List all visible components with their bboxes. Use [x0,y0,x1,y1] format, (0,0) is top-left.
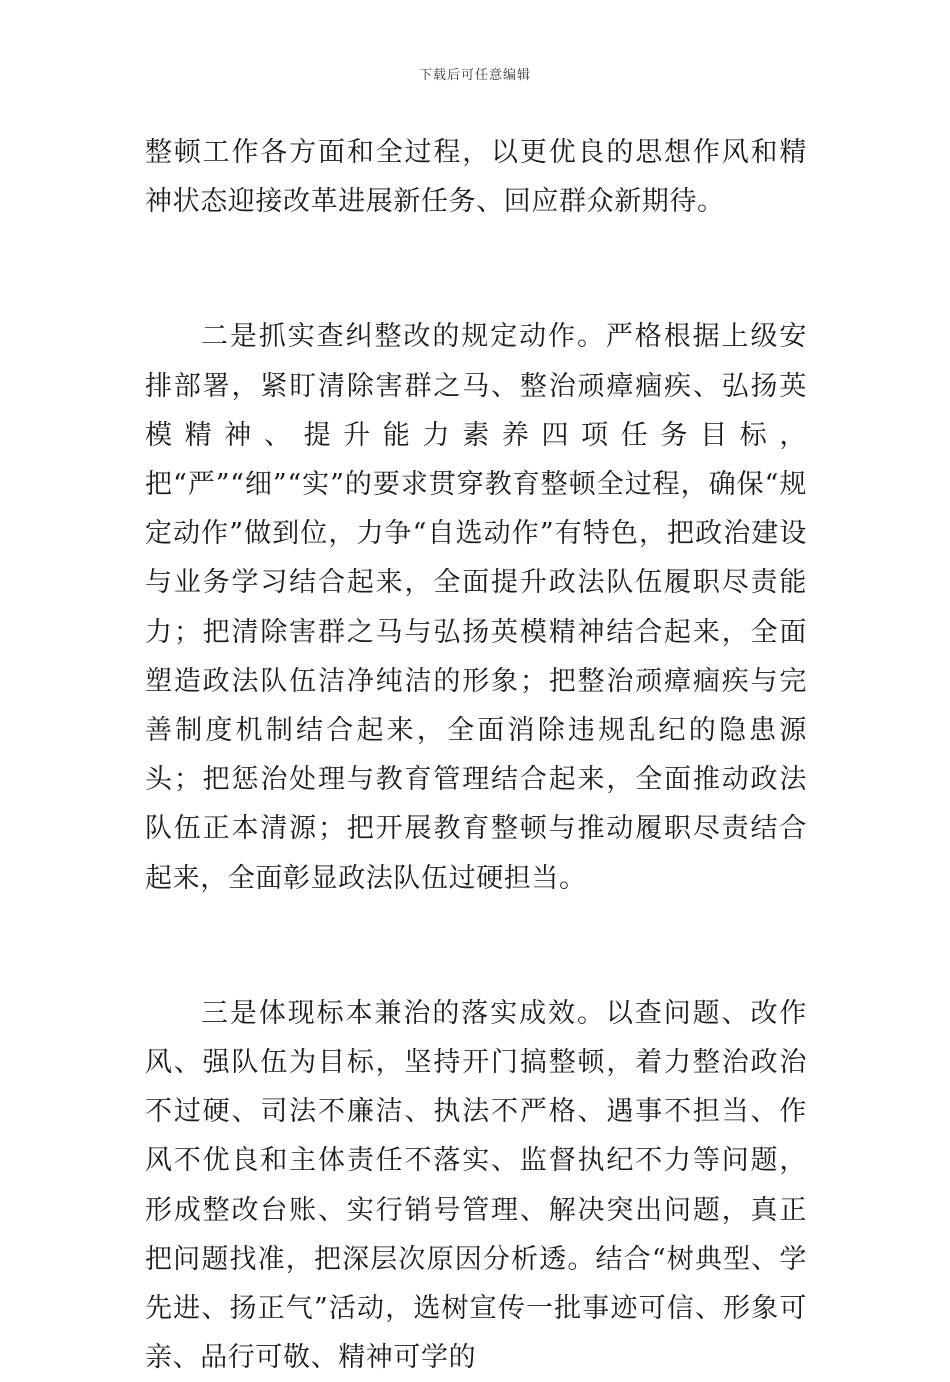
document-body [145,128,807,1382]
paragraph-continuation: 整顿工作各方面和全过程，以更优良的思想作风和精神状态迎接改革进展新任务、回应群众新期待。 [145,137,807,218]
page-header-note: 下载后可任意编辑 [418,68,531,83]
paragraph-point-two: 二是抓实查纠整改的规定动作。严格根据上级安排部署，紧盯清除害群之马、整治顽瘴痼疾、弘扬英模精神、提升能力素养四项任务目标，把“严”“细”“实”的要求贯穿教育整顿全过程，确保“规定动作”做到位，力争“自选动作”有特色，把政治建设与业务学习结合起来，全面提升政法队伍履职尽责能力；把清除害群之马与弘扬英模精神结合起来，全面塑造政法队伍洁净纯洁的形象；把整治顽瘴痼疾与完善制度机制结合起来，全面消除违规乱纪的隐患源头；把惩治处理与教育管理结合起来，全面推动政法队伍正本清源；把开展教育整顿与推动履职尽责结合起来，全面彰显政法队伍过硬担当。 [145,321,807,894]
paragraph-point-three: 三是体现标本兼治的落实成效。以查问题、改作风、强队伍为目标，坚持开门搞整顿，着力整治政治不过硬、司法不廉洁、执法不严格、遇事不担当、作风不优良和主体责任不落实、监督执纪不力等问题，形成整改台账、实行销号管理、解决突出问题，真正把问题找准，把深层次原因分析透。结合“树典型、学先进、扬正气”活动，选树宣传一批事迹可信、形象可亲、品行可敬、精神可学的 [145,997,807,1374]
